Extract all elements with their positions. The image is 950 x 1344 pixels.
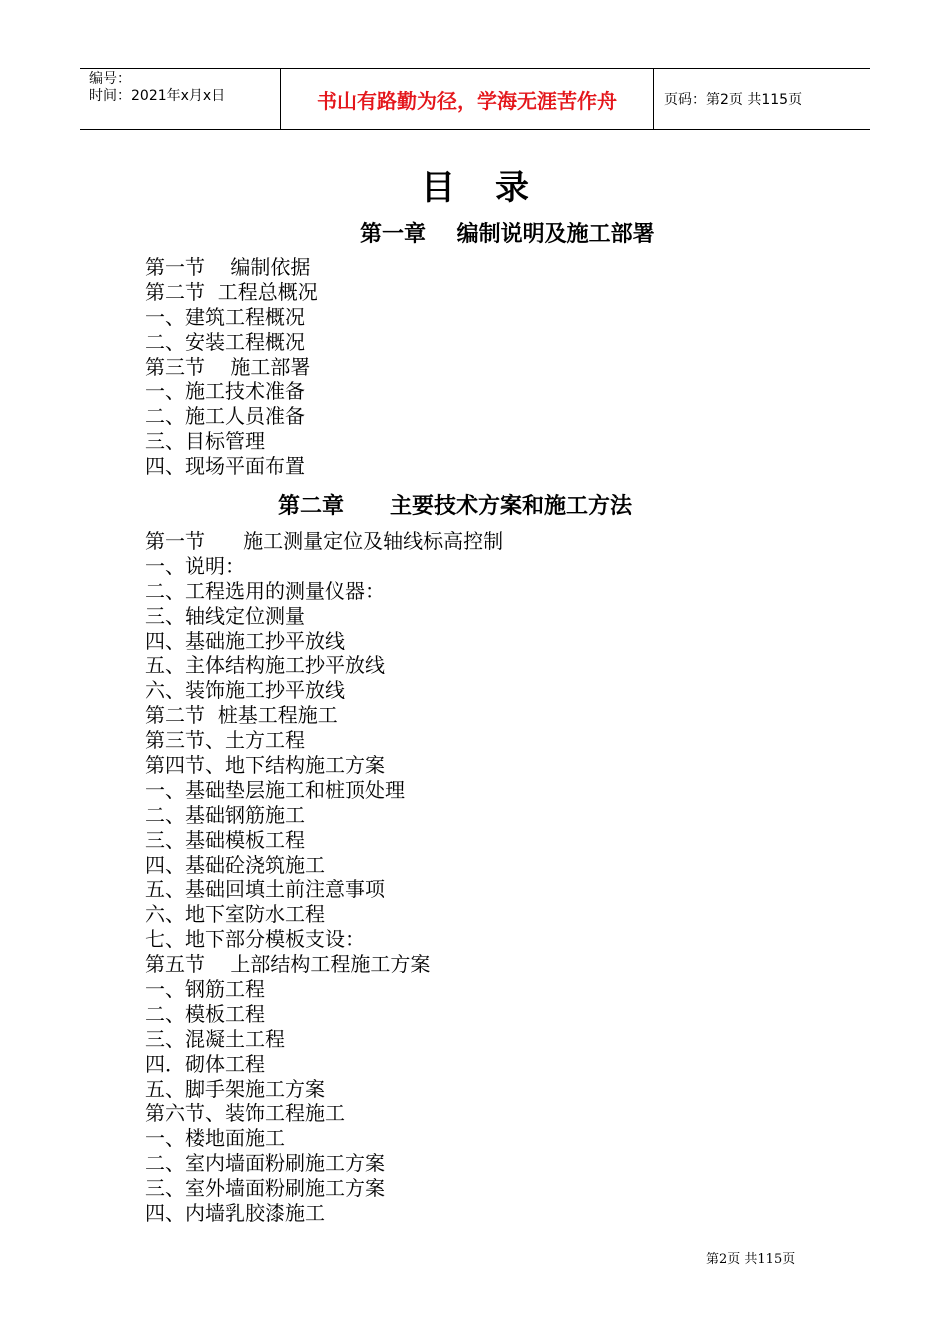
toc-item: 二、安装工程概况 [145, 329, 305, 354]
toc-item: 第二节 桩基工程施工 [145, 703, 338, 728]
header-time-label: 时间：2021年x月x日 [89, 88, 226, 104]
toc-item: 三、基础模板工程 [145, 827, 305, 852]
toc-item: 四．砌体工程 [145, 1051, 265, 1076]
toc-item: 一、钢筋工程 [145, 977, 265, 1002]
toc-item: 第四节、地下结构施工方案 [145, 753, 385, 778]
toc-item: 七、地下部分模板支设： [145, 927, 365, 952]
header-meta [80, 69, 281, 129]
chapter-2-heading: 第二章 主要技术方案和施工方法 [278, 494, 632, 519]
toc-item: 第一节 编制依据 [145, 255, 311, 279]
toc-item: 第一节 施工测量定位及轴线标高控制 [145, 529, 504, 553]
toc-item: 二、模板工程 [145, 1001, 265, 1026]
page-footer: 第2页 共115页 [706, 1252, 796, 1267]
toc-item: 二、基础钢筋施工 [145, 802, 305, 827]
header-page-info: 页码：第2页 共115页 [664, 92, 803, 108]
toc-item: 第六节、装饰工程施工 [145, 1101, 345, 1126]
chapter-1-list [145, 255, 318, 479]
toc-item: 三、轴线定位测量 [145, 603, 305, 628]
toc-item: 六、装饰施工抄平放线 [145, 678, 345, 703]
toc-item: 一、施工技术准备 [145, 379, 305, 404]
toc-item: 第三节 施工部署 [145, 354, 311, 379]
chapter-2-list [145, 529, 503, 1226]
toc-item: 六、地下室防水工程 [145, 902, 325, 927]
toc-item: 第三节、土方工程 [145, 728, 305, 753]
toc-item: 二、室内墙面粉刷施工方案 [145, 1151, 385, 1176]
toc-item: 四、基础砼浇筑施工 [145, 852, 325, 877]
toc-item: 第二节 工程总概况 [145, 279, 318, 304]
chapter-1-heading: 第一章 编制说明及施工部署 [360, 222, 655, 247]
toc-item: 二、施工人员准备 [145, 404, 305, 429]
toc-title: 目录 [421, 168, 569, 208]
header-number-label: 编号： [89, 71, 131, 87]
toc-item: 一、楼地面施工 [145, 1126, 285, 1151]
page-header [80, 68, 870, 130]
toc-item: 第五节 上部结构工程施工方案 [145, 952, 431, 977]
toc-item: 三、室外墙面粉刷施工方案 [145, 1176, 385, 1201]
toc-item: 三、目标管理 [145, 429, 265, 454]
toc-item: 三、混凝土工程 [145, 1026, 285, 1051]
toc-item: 五、脚手架施工方案 [145, 1076, 325, 1101]
toc-item: 二、工程选用的测量仪器： [145, 578, 385, 603]
toc-item: 五、基础回填土前注意事项 [145, 877, 385, 902]
toc-item: 五、主体结构施工抄平放线 [145, 653, 385, 678]
toc-item: 一、基础垫层施工和桩顶处理 [145, 777, 405, 802]
toc-item: 四、现场平面布置 [145, 454, 305, 479]
toc-item: 一、说明： [145, 553, 245, 578]
toc-item: 四、内墙乳胶漆施工 [145, 1201, 325, 1226]
toc-item: 一、建筑工程概况 [145, 304, 305, 329]
toc-item: 四、基础施工抄平放线 [145, 628, 345, 653]
header-motto: 书山有路勤为径，学海无涯苦作舟 [281, 69, 654, 129]
